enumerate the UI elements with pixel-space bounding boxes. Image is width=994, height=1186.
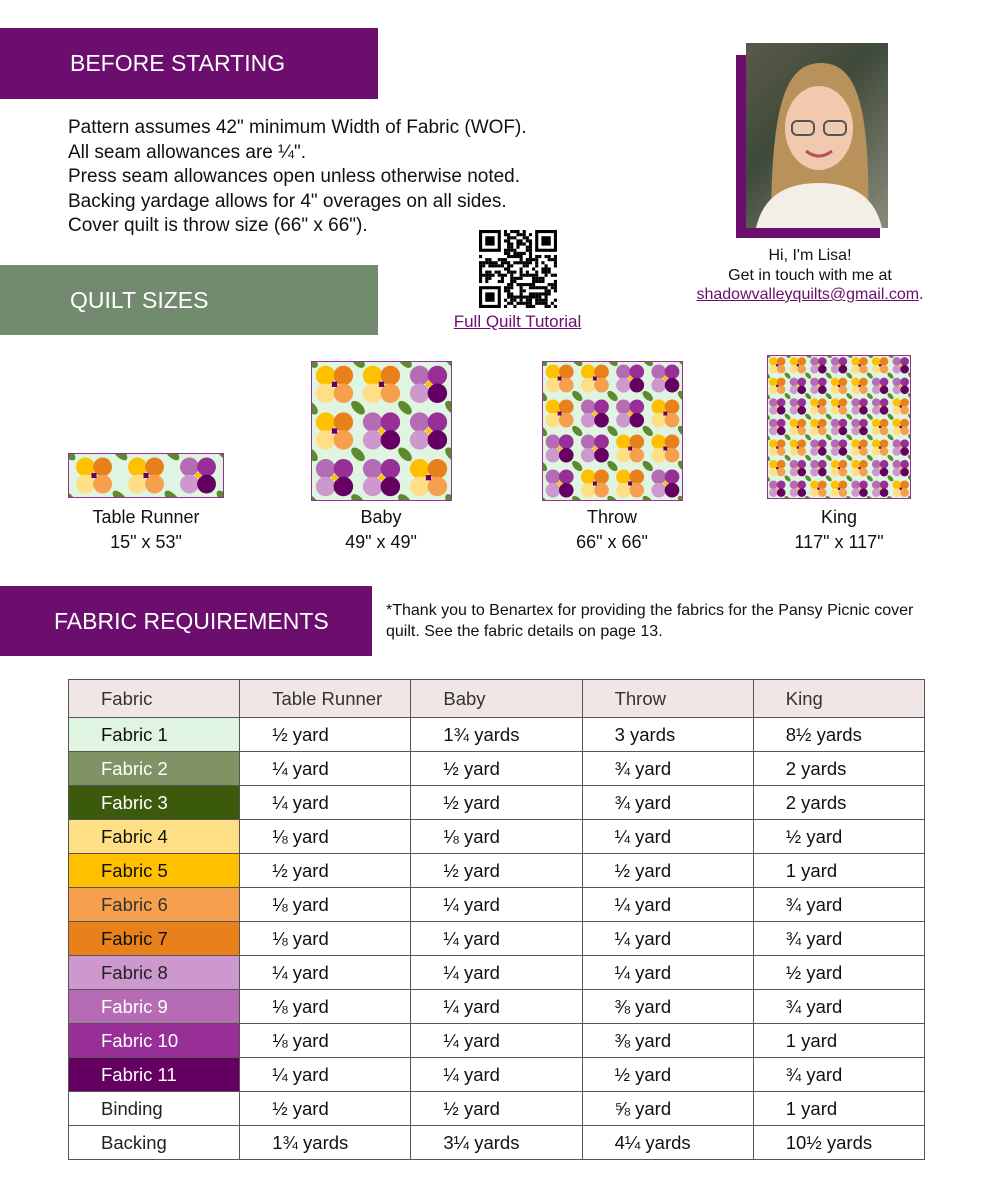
column-header: Fabric <box>69 680 240 718</box>
intro-text <box>68 116 527 239</box>
yardage-cell: ½ yard <box>753 820 924 854</box>
intro-line: Press seam allowances open unless otherwise noted. <box>68 166 521 187</box>
yardage-cell: ¾ yard <box>753 990 924 1024</box>
qr-code[interactable] <box>479 230 557 308</box>
quilt-size-throw <box>512 505 712 555</box>
yardage-cell: ¼ yard <box>582 820 753 854</box>
table-row <box>69 1092 925 1126</box>
column-header: Baby <box>411 680 582 718</box>
yardage-cell: 10½ yards <box>753 1126 924 1160</box>
fabric-label-cell: Fabric 4 <box>69 820 240 854</box>
throw-quilt-image <box>542 361 683 501</box>
author-email-link[interactable]: shadowvalleyquilts@gmail.com <box>696 286 920 303</box>
yardage-cell: ⅝ yard <box>582 1092 753 1126</box>
table-row <box>69 752 925 786</box>
quilt-dimensions: 15" x 53" <box>110 532 182 552</box>
author-photo <box>746 43 888 228</box>
table-header-row <box>69 680 925 718</box>
fabric-label-cell: Fabric 1 <box>69 718 240 752</box>
yardage-cell: ¾ yard <box>753 888 924 922</box>
yardage-cell: 3 yards <box>582 718 753 752</box>
fabric-requirements-table <box>68 679 925 1160</box>
fabric-label-cell: Fabric 9 <box>69 990 240 1024</box>
table-row <box>69 990 925 1024</box>
yardage-cell: 1 yard <box>753 854 924 888</box>
yardage-cell: ½ yard <box>582 1058 753 1092</box>
fabric-label-cell: Fabric 8 <box>69 956 240 990</box>
fabric-label-cell: Fabric 5 <box>69 854 240 888</box>
quilt-name: King <box>820 507 858 527</box>
yardage-cell: ½ yard <box>411 752 582 786</box>
yardage-cell: ⅜ yard <box>582 1024 753 1058</box>
yardage-cell: ¼ yard <box>582 956 753 990</box>
intro-line: Backing yardage allows for 4" overages on all sides. <box>68 190 507 212</box>
yardage-cell: 1 yard <box>753 1092 924 1126</box>
yardage-cell: ⅛ yard <box>240 922 411 956</box>
quilt-size-king <box>739 505 939 555</box>
yardage-cell: ¼ yard <box>411 1058 582 1092</box>
fabric-label-cell: Fabric 3 <box>69 786 240 820</box>
yardage-cell: ¼ yard <box>411 922 582 956</box>
yardage-cell: ¼ yard <box>240 752 411 786</box>
before-starting-banner <box>0 28 378 99</box>
table-row <box>69 820 925 854</box>
yardage-cell: ½ yard <box>240 1092 411 1126</box>
author-greeting: Hi, I'm Lisa! <box>768 247 852 264</box>
table-row <box>69 956 925 990</box>
quilt-dimensions: 117" x 117" <box>794 532 884 552</box>
fabric-requirements-title: FABRIC REQUIREMENTS <box>54 607 329 634</box>
fabric-requirements-banner <box>0 586 372 656</box>
yardage-cell: ¼ yard <box>411 956 582 990</box>
author-contact: Get in touch with me at <box>728 266 892 284</box>
yardage-cell: ½ yard <box>240 718 411 752</box>
column-header: King <box>753 680 924 718</box>
quilt-dimensions: 66" x 66" <box>576 532 648 552</box>
intro-line: All seam allowances are ¼". <box>68 141 307 163</box>
yardage-cell: ¼ yard <box>411 990 582 1024</box>
yardage-cell: ⅛ yard <box>240 888 411 922</box>
yardage-cell: 4¼ yards <box>582 1126 753 1160</box>
yardage-cell: ¼ yard <box>582 888 753 922</box>
yardage-cell: ¼ yard <box>240 786 411 820</box>
yardage-cell: ¾ yard <box>753 1058 924 1092</box>
author-caption <box>680 246 940 305</box>
table-row <box>69 1024 925 1058</box>
yardage-cell: ¾ yard <box>753 922 924 956</box>
fabric-label-cell: Binding <box>69 1092 240 1126</box>
yardage-cell: ¾ yard <box>582 752 753 786</box>
column-header: Table Runner <box>240 680 411 718</box>
yardage-cell: 3¼ yards <box>411 1126 582 1160</box>
yardage-cell: ¼ yard <box>240 956 411 990</box>
quilt-name: Baby <box>360 507 402 527</box>
yardage-cell: ¼ yard <box>240 1058 411 1092</box>
quilt-name: Throw <box>586 507 637 527</box>
yardage-cell: 2 yards <box>753 786 924 820</box>
before-starting-title: BEFORE STARTING <box>70 50 286 76</box>
table-runner-quilt-image <box>68 453 224 498</box>
yardage-cell: ¾ yard <box>582 786 753 820</box>
table-row <box>69 1126 925 1160</box>
yardage-cell: 1¾ yards <box>240 1126 411 1160</box>
column-header: Throw <box>582 680 753 718</box>
table-row <box>69 922 925 956</box>
yardage-cell: ¼ yard <box>411 888 582 922</box>
quilt-name: Table Runner <box>92 507 200 527</box>
yardage-cell: 8½ yards <box>753 718 924 752</box>
yardage-cell: ⅜ yard <box>582 990 753 1024</box>
yardage-cell: ½ yard <box>753 956 924 990</box>
fabric-note: *Thank you to Benartex for providing the fabrics for the Pansy Picnic cover quilt. See the fabric details on page 13. <box>386 602 914 640</box>
yardage-cell: ⅛ yard <box>240 1024 411 1058</box>
table-row <box>69 718 925 752</box>
table-row <box>69 1058 925 1092</box>
intro-line: Pattern assumes 42" minimum Width of Fabric (WOF). <box>68 117 527 138</box>
quilt-sizes-banner <box>0 265 378 335</box>
yardage-cell: 1¾ yards <box>411 718 582 752</box>
king-quilt-image <box>767 355 911 499</box>
yardage-cell: 2 yards <box>753 752 924 786</box>
table-row <box>69 888 925 922</box>
fabric-label-cell: Fabric 6 <box>69 888 240 922</box>
baby-quilt-image <box>311 361 452 501</box>
intro-line: Cover quilt is throw size (66" x 66"). <box>68 215 368 236</box>
yardage-cell: ½ yard <box>411 1092 582 1126</box>
quilt-size-table-runner <box>46 505 246 555</box>
quilt-dimensions: 49" x 49" <box>345 532 417 552</box>
fabric-label-cell: Fabric 10 <box>69 1024 240 1058</box>
yardage-cell: ½ yard <box>411 854 582 888</box>
table-row <box>69 854 925 888</box>
yardage-cell: ¼ yard <box>582 922 753 956</box>
fabric-label-cell: Fabric 11 <box>69 1058 240 1092</box>
fabric-label-cell: Fabric 7 <box>69 922 240 956</box>
yardage-cell: ⅛ yard <box>411 820 582 854</box>
yardage-cell: ¼ yard <box>411 1024 582 1058</box>
yardage-cell: ⅛ yard <box>240 820 411 854</box>
fabric-label-cell: Backing <box>69 1126 240 1160</box>
yardage-cell: ½ yard <box>582 854 753 888</box>
yardage-cell: ½ yard <box>240 854 411 888</box>
quilt-size-baby <box>281 505 481 555</box>
yardage-cell: 1 yard <box>753 1024 924 1058</box>
yardage-cell: ⅛ yard <box>240 990 411 1024</box>
full-quilt-tutorial-link[interactable]: Full Quilt Tutorial <box>453 312 582 331</box>
table-row <box>69 786 925 820</box>
fabric-label-cell: Fabric 2 <box>69 752 240 786</box>
quilt-sizes-title: QUILT SIZES <box>70 286 209 313</box>
email-period: . <box>919 286 924 303</box>
yardage-cell: ½ yard <box>411 786 582 820</box>
